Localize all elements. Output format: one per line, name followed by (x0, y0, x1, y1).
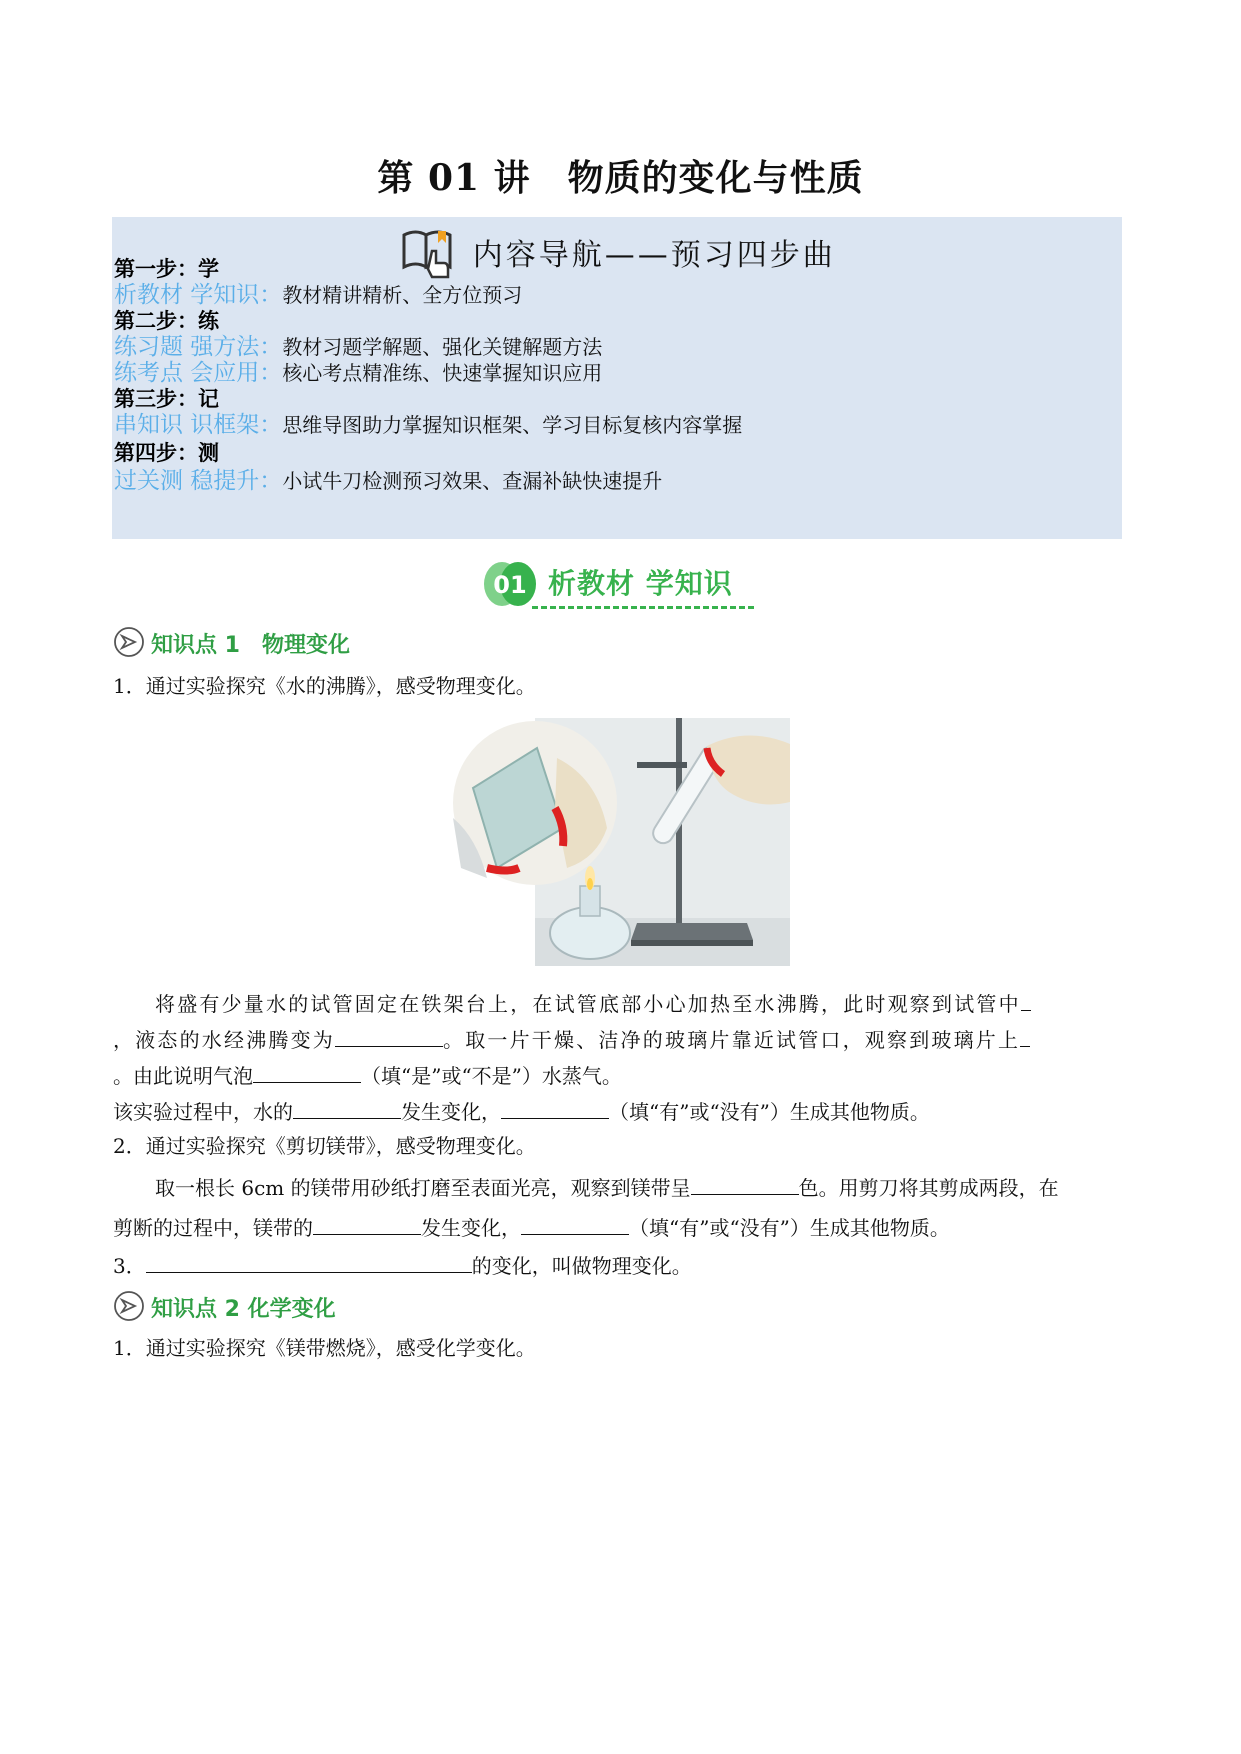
blank-2[interactable] (335, 1024, 443, 1047)
text: 。由此说明气泡 (113, 1064, 253, 1088)
step-item-desc: 核心考点精准练、快速掌握知识应用 (282, 361, 603, 385)
kp1-paragraph-3 (155, 1172, 1059, 1202)
section-number-badge (482, 558, 538, 610)
kp1-paragraph-1-line-2 (113, 1024, 1030, 1054)
step-item-desc: 小试牛刀检测预习效果、查漏补缺快速提升 (282, 469, 663, 493)
kp1-paragraph-1-line-3 (113, 1060, 622, 1090)
arrow-circle-icon (113, 626, 145, 658)
kp1-paragraph-1-line-1 (155, 988, 1031, 1018)
text: 色。用剪刀将其剪成两段，在 (798, 1176, 1059, 1200)
step-4-item (114, 467, 662, 495)
text: 的变化，叫做物理变化。 (471, 1254, 692, 1278)
knowledge-point-2-title: 知识点 2 化学变化 (151, 1297, 336, 1322)
text: 该实验过程中，水的 (113, 1100, 293, 1124)
blank-5[interactable] (293, 1096, 401, 1119)
step-1-item (114, 281, 522, 309)
step-item-desc: 思维导图助力掌握知识框架、学习目标复核内容掌握 (282, 413, 743, 437)
step-3: 第三步：记 (114, 387, 219, 411)
content-navigation-box (112, 217, 1122, 539)
step-4: 第四步：测 (114, 441, 219, 465)
step-item-label: 练习题 强方法： (114, 334, 283, 360)
text: 将盛有少量水的试管固定在铁架台上，在试管底部小心加热至水沸腾，此时观察到试管中 (155, 992, 1021, 1016)
kp2-question-1: 1．通过实验探究《镁带燃烧》，感受化学变化。 (113, 1336, 536, 1360)
blank-10[interactable] (146, 1250, 472, 1273)
text: ，液态的水经沸腾变为 (113, 1028, 335, 1052)
knowledge-point-1-title: 知识点 1 物理变化 (151, 633, 350, 658)
book-pointer-icon (398, 225, 458, 279)
step-3-item (114, 411, 742, 439)
experiment-photo (447, 718, 790, 966)
text: （填“有”或“没有”）生成其他物质。 (609, 1100, 930, 1124)
step-item-label: 过关测 稳提升： (114, 468, 283, 494)
step-item-desc: 教材精讲精析、全方位预习 (282, 283, 523, 307)
kp1-paragraph-4 (113, 1212, 950, 1242)
text: 剪断的过程中，镁带的 (113, 1216, 313, 1240)
blank-3[interactable] (1020, 1024, 1030, 1047)
section-number: 01 (493, 571, 527, 599)
arrow-circle-icon (113, 1290, 145, 1322)
text: （填“有”或“没有”）生成其他物质。 (629, 1216, 950, 1240)
text: 。取一片干燥、洁净的玻璃片靠近试管口，观察到玻璃片上 (443, 1028, 1021, 1052)
step-item-label: 析教材 学知识： (114, 282, 283, 308)
step-2: 第二步：练 (114, 309, 219, 333)
step-item-desc: 教材习题学解题、强化关键解题方法 (282, 335, 603, 359)
section-underline (532, 606, 754, 609)
nav-header (112, 225, 1122, 279)
section-banner (482, 556, 762, 612)
blank-8[interactable] (313, 1212, 421, 1235)
blank-4[interactable] (253, 1060, 361, 1083)
kp1-question-1: 1．通过实验探究《水的沸腾》，感受物理变化。 (113, 674, 536, 698)
nav-header-text: 内容导航——预习四步曲 (472, 238, 836, 273)
blank-6[interactable] (501, 1096, 609, 1119)
step-item-label: 串知识 识框架： (114, 412, 283, 438)
kp1-paragraph-2 (113, 1096, 930, 1126)
kp1-question-3 (113, 1250, 692, 1280)
kp1-question-2: 2．通过实验探究《剪切镁带》，感受物理变化。 (113, 1134, 536, 1158)
text: 发生变化， (421, 1216, 521, 1240)
text: 发生变化， (401, 1100, 501, 1124)
blank-1[interactable] (1021, 988, 1031, 1011)
blank-9[interactable] (521, 1212, 629, 1235)
step-2-item-2 (114, 359, 602, 387)
page-title: 第 01 讲 物质的变化与性质 (377, 157, 864, 199)
text: （填“是”或“不是”）水蒸气。 (361, 1064, 622, 1088)
blank-7[interactable] (691, 1172, 799, 1195)
step-1: 第一步：学 (114, 257, 219, 281)
text: 取一根长 6cm 的镁带用砂纸打磨至表面光亮，观察到镁带呈 (155, 1176, 691, 1200)
step-2-item-1 (114, 333, 602, 361)
section-label: 析教材 学知识 (548, 567, 733, 600)
text: 3． (113, 1254, 146, 1278)
step-item-label: 练考点 会应用： (114, 360, 283, 386)
